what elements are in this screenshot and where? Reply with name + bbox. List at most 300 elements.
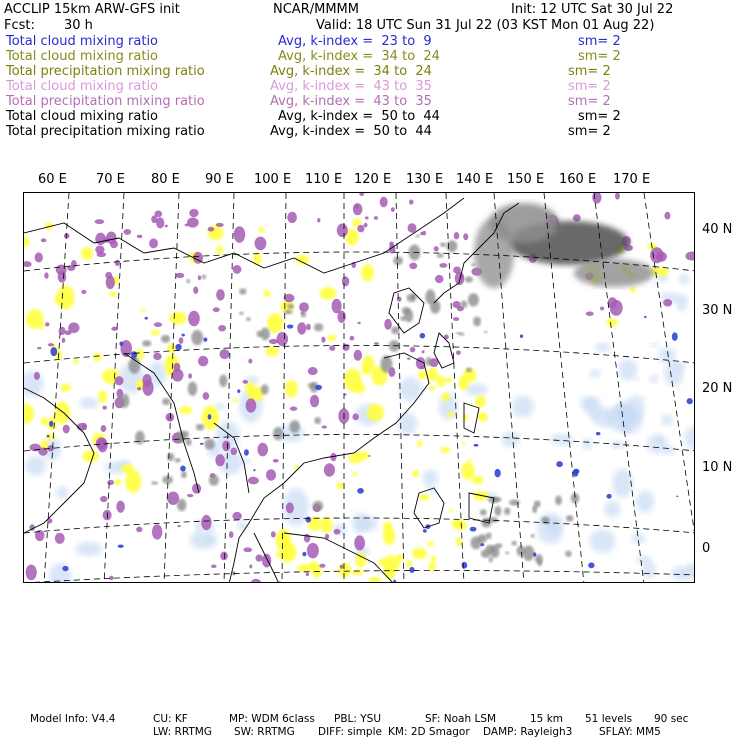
precip-purple-patch — [115, 260, 120, 266]
precip-purple-patch — [64, 330, 71, 335]
cloud-yellow-patch — [428, 562, 437, 570]
footer-sflay: SFLAY: MM5 — [599, 726, 661, 738]
precip-purple-patch — [189, 209, 198, 217]
cloud-gray-patch — [202, 275, 207, 280]
cloud-yellow-patch — [429, 385, 435, 390]
precip-purple-patch — [310, 395, 319, 408]
cloud-yellow-patch — [461, 442, 466, 445]
cloud-yellow-patch — [461, 462, 474, 480]
cloud-blue-patch — [357, 488, 364, 494]
cloud-yellow-patch — [630, 287, 636, 293]
precip-purple-patch — [290, 407, 297, 411]
longitude-label: 60 E — [38, 172, 67, 187]
cloud-gray-patch — [196, 424, 204, 431]
precip-purple-patch — [154, 210, 162, 217]
cloud-light-patch — [637, 556, 652, 565]
cloud-yellow-patch — [427, 541, 434, 546]
cloud-light-patch — [650, 342, 659, 347]
cloud-gray-patch — [530, 534, 534, 538]
cloud-gray-patch — [489, 557, 493, 563]
precip-purple-patch — [306, 324, 311, 331]
cloud-gray-patch — [287, 304, 294, 309]
precip-purple-patch — [592, 193, 601, 204]
precip-purple-patch — [276, 581, 283, 583]
cloud-yellow-patch — [384, 565, 395, 579]
precip-purple-patch — [81, 290, 86, 294]
precip-purple-patch — [439, 263, 447, 268]
precip-purple-patch — [229, 531, 234, 538]
cloud-gray-patch — [261, 384, 269, 394]
cloud-yellow-patch — [475, 396, 486, 408]
cloud-yellow-patch — [294, 465, 299, 470]
cloud-gray-patch — [312, 501, 323, 511]
cloud-yellow-patch — [437, 376, 446, 387]
precip-purple-patch — [456, 350, 461, 355]
cloud-gray-patch — [260, 327, 269, 340]
precip-purple-patch — [37, 347, 41, 350]
latitude-label: 30 N — [702, 303, 733, 318]
precip-purple-patch — [48, 343, 54, 346]
cloud-blue-patch — [302, 552, 306, 556]
cloud-blue-patch — [588, 562, 594, 568]
precip-purple-patch — [106, 275, 115, 289]
cloud-gray-patch — [509, 499, 520, 505]
precip-purple-patch — [62, 338, 66, 343]
cloud-blue-patch — [420, 333, 425, 339]
precip-purple-patch — [454, 232, 460, 239]
cloud-gray-patch — [473, 316, 481, 326]
cloud-gray-patch — [400, 316, 406, 321]
precip-purple-patch — [615, 193, 620, 200]
cloud-dark-band — [474, 218, 514, 288]
cloud-gray-patch — [465, 276, 473, 282]
precip-purple-patch — [136, 527, 142, 533]
precip-purple-patch — [149, 238, 158, 248]
precip-purple-patch — [55, 533, 65, 544]
footer-resolution: 15 km — [530, 713, 564, 725]
precip-purple-patch — [176, 273, 184, 278]
cloud-blue-patch — [287, 325, 294, 329]
precip-purple-patch — [95, 219, 105, 224]
precip-purple-patch — [26, 564, 37, 580]
cloud-gray-patch — [188, 382, 198, 396]
cloud-blue-patch — [244, 449, 249, 455]
precip-purple-patch — [243, 380, 249, 384]
cloud-yellow-patch — [419, 494, 429, 500]
cloud-light-patch — [626, 395, 645, 423]
cloud-gray-patch — [273, 427, 283, 440]
cloud-light-patch — [611, 441, 625, 449]
precip-purple-patch — [198, 275, 201, 280]
precip-purple-patch — [198, 356, 208, 367]
cloud-yellow-patch — [338, 563, 351, 578]
precip-purple-patch — [193, 287, 198, 294]
footer-timestep: 90 sec — [654, 713, 689, 725]
cloud-yellow-patch — [471, 475, 483, 484]
cloud-gray-patch — [534, 501, 541, 508]
footer-diff: DIFF: simple — [318, 726, 382, 738]
precip-purple-patch — [273, 459, 279, 463]
precip-purple-patch — [156, 217, 164, 228]
cloud-gray-patch — [486, 533, 492, 539]
cloud-gray-patch — [209, 475, 219, 486]
cloud-yellow-patch — [451, 520, 465, 528]
cloud-yellow-patch — [125, 470, 141, 493]
cloud-yellow-patch — [82, 450, 98, 462]
cloud-light-patch — [512, 396, 534, 418]
cloud-yellow-patch — [440, 447, 450, 453]
precip-purple-patch — [656, 252, 667, 262]
cloud-light-patch — [663, 445, 675, 455]
cloud-gray-patch — [461, 301, 468, 309]
precip-purple-patch — [234, 226, 246, 243]
precip-purple-patch — [269, 339, 278, 344]
precip-purple-patch — [246, 398, 257, 412]
cloud-yellow-patch — [233, 398, 238, 402]
cloud-yellow-patch — [362, 355, 375, 373]
precip-purple-patch — [354, 535, 365, 550]
cloud-light-patch — [675, 294, 688, 309]
cloud-blue-patch — [495, 469, 501, 477]
cloud-light-patch — [57, 486, 68, 499]
cloud-light-patch — [590, 369, 601, 378]
cloud-blue-patch — [533, 552, 536, 556]
cloud-gray-patch — [119, 394, 129, 408]
precip-purple-patch — [365, 216, 369, 219]
precip-purple-patch — [107, 480, 114, 485]
cloud-blue-patch — [474, 444, 479, 447]
precip-purple-patch — [434, 246, 439, 252]
cloud-blue-patch — [200, 443, 203, 445]
cloud-gray-patch — [484, 331, 488, 333]
precip-purple-patch — [41, 238, 47, 242]
cloud-light-patch — [649, 374, 658, 382]
cloud-gray-patch — [471, 537, 482, 550]
cloud-gray-patch — [161, 335, 170, 343]
precip-purple-patch — [455, 272, 465, 285]
legend-level-range: Avg, k-index = 50 to 44 — [278, 109, 440, 124]
cloud-gray-patch — [480, 509, 487, 515]
precip-purple-patch — [177, 525, 180, 527]
cloud-yellow-patch — [336, 482, 344, 489]
legend-smoothing: sm= 2 — [568, 94, 611, 109]
footer-model-info: Model Info: V4.4 — [30, 713, 116, 725]
cloud-yellow-patch — [54, 295, 64, 304]
precip-purple-patch — [380, 197, 388, 208]
cloud-blue-patch — [480, 543, 484, 546]
precip-purple-patch — [321, 337, 325, 343]
cloud-yellow-patch — [478, 412, 488, 422]
legend-field-name: Total cloud mixing ratio — [6, 79, 159, 94]
forecast-hour: 30 h — [64, 18, 93, 33]
precip-purple-patch — [215, 454, 225, 466]
cloud-gray-patch — [239, 288, 246, 294]
precip-purple-patch — [297, 322, 306, 334]
precip-purple-patch — [364, 223, 368, 227]
cloud-yellow-patch — [361, 264, 374, 281]
precip-purple-patch — [106, 232, 117, 244]
precip-purple-patch — [63, 425, 70, 434]
precip-purple-patch — [350, 336, 355, 341]
precip-purple-patch — [407, 223, 416, 232]
precip-purple-patch — [610, 300, 623, 316]
precip-purple-patch — [357, 322, 360, 324]
precip-purple-patch — [123, 229, 131, 235]
cloud-gray-patch — [162, 398, 170, 405]
cloud-gray-patch — [289, 420, 300, 433]
cloud-gray-patch — [284, 310, 292, 315]
cloud-blue-patch — [462, 562, 468, 569]
cloud-gray-patch — [301, 310, 306, 318]
precip-purple-patch — [233, 265, 242, 274]
cloud-blue-patch — [253, 469, 255, 471]
cloud-blue-patch — [672, 332, 678, 341]
precip-purple-patch — [230, 447, 237, 455]
cloud-blue-patch — [181, 334, 184, 337]
legend-level-range: Avg, k-index = 34 to 24 — [270, 64, 432, 79]
precip-purple-patch — [410, 347, 416, 352]
cloud-gray-patch — [555, 495, 562, 505]
legend-field-name: Total precipitation mixing ratio — [6, 94, 205, 109]
precip-purple-patch — [208, 227, 215, 232]
precip-purple-patch — [218, 325, 226, 332]
precip-purple-patch — [115, 376, 124, 385]
cloud-yellow-patch — [448, 412, 455, 418]
cloud-yellow-patch — [327, 335, 336, 341]
footer-sf: SF: Noah LSM — [425, 713, 497, 725]
precip-purple-patch — [34, 372, 40, 380]
cloud-blue-patch — [423, 529, 427, 533]
precip-purple-patch — [58, 271, 67, 282]
cloud-light-patch — [590, 529, 616, 553]
legend-smoothing: sm= 2 — [578, 49, 621, 64]
precip-purple-patch — [222, 441, 230, 452]
cloud-blue-patch — [50, 347, 57, 356]
cloud-gray-patch — [440, 242, 446, 247]
legend-smoothing: sm= 2 — [578, 34, 621, 49]
cloud-light-patch — [422, 470, 438, 487]
cloud-gray-patch — [204, 439, 214, 450]
cloud-light-patch — [583, 438, 592, 450]
cloud-yellow-patch — [308, 561, 319, 571]
cloud-yellow-patch — [81, 247, 93, 261]
precip-purple-patch — [142, 374, 151, 387]
precip-purple-patch — [188, 311, 200, 327]
precip-purple-patch — [203, 392, 210, 400]
precip-purple-patch — [374, 342, 379, 345]
cloud-gray-patch — [162, 476, 173, 484]
cloud-yellow-patch — [458, 375, 469, 390]
precip-purple-patch — [137, 235, 143, 238]
plot-title: ACCLIP 15km ARW-GFS init — [4, 2, 180, 17]
precip-purple-patch — [172, 369, 184, 382]
cloud-blue-patch — [119, 342, 123, 347]
cloud-light-patch — [604, 501, 620, 518]
precip-purple-patch — [153, 353, 161, 360]
cloud-blue-patch — [573, 469, 578, 477]
cloud-gray-patch — [426, 357, 433, 366]
cloud-yellow-patch — [445, 377, 453, 382]
cloud-yellow-patch — [369, 577, 381, 583]
precip-purple-patch — [35, 252, 43, 262]
latitude-label: 10 N — [702, 460, 733, 475]
legend-level-range: Avg, k-index = 43 to 35 — [270, 79, 432, 94]
cloud-light-patch — [679, 274, 690, 285]
cloud-light-patch — [205, 536, 214, 544]
cloud-blue-patch — [237, 389, 240, 393]
cloud-yellow-patch — [353, 471, 357, 476]
precip-purple-patch — [188, 373, 192, 379]
cloud-light-patch — [661, 414, 673, 425]
precip-purple-patch — [422, 231, 426, 236]
precip-purple-patch — [340, 565, 344, 569]
precip-purple-patch — [101, 425, 107, 432]
cloud-yellow-patch — [456, 537, 462, 546]
precip-purple-patch — [342, 276, 349, 286]
cloud-yellow-patch — [54, 402, 70, 424]
cloud-blue-patch — [556, 461, 563, 467]
longitude-label: 120 E — [354, 172, 392, 187]
footer-lw: LW: RRTMG — [153, 726, 212, 738]
footer-damp: DAMP: Rayleigh3 — [483, 726, 573, 738]
cloud-yellow-patch — [140, 308, 145, 312]
precip-purple-patch — [304, 534, 310, 543]
cloud-yellow-patch — [383, 522, 393, 532]
latitude-label: 40 N — [702, 222, 733, 237]
cloud-yellow-patch — [39, 322, 44, 329]
footer-sw: SW: RRTMG — [234, 726, 295, 738]
cloud-blue-patch — [644, 316, 646, 319]
map-panel — [23, 192, 695, 583]
cloud-light-patch — [580, 396, 596, 411]
precip-purple-patch — [98, 438, 108, 452]
cloud-yellow-patch — [114, 479, 121, 485]
latitude-label: 20 N — [702, 381, 733, 396]
cloud-blue-patch — [596, 432, 601, 436]
cloud-yellow-patch — [216, 245, 223, 255]
precip-purple-patch — [343, 344, 350, 351]
precip-purple-patch — [329, 345, 335, 350]
precip-purple-patch — [251, 579, 262, 583]
precip-purple-patch — [354, 350, 362, 361]
precip-purple-patch — [306, 572, 309, 576]
cloud-light-patch — [80, 397, 99, 408]
precip-purple-patch — [109, 576, 114, 580]
precip-purple-patch — [319, 564, 325, 568]
longitude-label: 110 E — [305, 172, 343, 187]
footer-km: KM: 2D Smagor — [388, 726, 470, 738]
precip-purple-patch — [435, 275, 444, 283]
cloud-yellow-patch — [121, 464, 134, 473]
precip-purple-patch — [243, 547, 252, 552]
cloud-blue-patch — [315, 385, 322, 390]
precip-purple-patch — [286, 502, 294, 513]
longitude-label: 140 E — [456, 172, 494, 187]
precip-purple-patch — [211, 564, 217, 568]
cloud-gray-patch — [151, 481, 158, 485]
legend-smoothing: sm= 2 — [568, 79, 611, 94]
precip-purple-patch — [600, 307, 604, 311]
precip-purple-patch — [100, 496, 108, 502]
cloud-blue-patch — [687, 398, 693, 404]
cloud-gray-patch — [437, 253, 444, 258]
cloud-light-patch — [595, 343, 611, 352]
cloud-blue-patch — [47, 435, 50, 438]
precip-purple-patch — [257, 443, 268, 457]
precip-purple-patch — [44, 272, 48, 278]
cloud-yellow-patch — [265, 346, 278, 356]
cloud-blue-patch — [393, 580, 396, 583]
init-time: Init: 12 UTC Sat 30 Jul 22 — [511, 2, 674, 17]
cloud-light-patch — [502, 432, 520, 447]
cloud-yellow-patch — [367, 404, 384, 421]
precip-purple-patch — [220, 552, 228, 561]
precip-purple-patch — [179, 337, 184, 344]
cloud-gray-patch — [416, 234, 420, 237]
valid-time: Valid: 18 UTC Sun 31 Jul 22 (03 KST Mon 01 Aug 22) — [316, 18, 655, 33]
cloud-gray-patch — [512, 541, 517, 546]
legend-level-range: Avg, k-index = 43 to 35 — [270, 94, 432, 109]
cloud-gray-patch — [495, 543, 503, 548]
precip-purple-patch — [663, 299, 672, 307]
cloud-light-patch — [656, 437, 663, 443]
cloud-gray-patch — [142, 340, 152, 346]
cloud-blue-patch — [676, 496, 678, 497]
cloud-yellow-patch — [276, 529, 291, 551]
precip-purple-patch — [407, 358, 410, 360]
precip-purple-patch — [137, 387, 141, 390]
cloud-yellow-patch — [462, 414, 468, 421]
latitude-label: 0 — [702, 541, 711, 556]
precip-purple-patch — [453, 317, 459, 321]
cloud-blue-patch — [520, 334, 523, 338]
cloud-gray-patch — [471, 263, 475, 266]
precip-purple-patch — [255, 554, 262, 561]
cloud-blue-patch — [203, 337, 207, 341]
cloud-gray-patch — [402, 307, 411, 314]
cloud-gray-patch — [456, 332, 460, 335]
cloud-blue-patch — [409, 567, 414, 573]
precip-purple-patch — [317, 218, 320, 223]
cloud-yellow-patch — [468, 459, 473, 462]
cloud-light-patch — [49, 563, 71, 583]
cloud-light-patch — [642, 562, 656, 578]
cloud-yellow-patch — [109, 291, 117, 296]
cloud-blue-patch — [175, 344, 181, 351]
cloud-gray-patch — [181, 471, 187, 478]
precip-purple-patch — [248, 477, 259, 485]
footer-pbl: PBL: YSU — [334, 713, 382, 725]
cloud-yellow-patch — [180, 406, 192, 414]
legend-field-name: Total cloud mixing ratio — [6, 109, 159, 124]
cloud-yellow-patch — [319, 287, 336, 299]
precip-purple-patch — [359, 193, 364, 196]
precip-purple-patch — [45, 322, 49, 326]
cloud-blue-patch — [131, 351, 137, 358]
precip-purple-patch — [248, 359, 252, 364]
longitude-label: 160 E — [559, 172, 597, 187]
precip-purple-patch — [216, 289, 225, 300]
cloud-gray-patch — [167, 453, 174, 461]
cloud-blue-patch — [368, 455, 370, 456]
cloud-blue-patch — [306, 517, 312, 523]
longitude-label: 80 E — [151, 172, 180, 187]
precip-purple-patch — [165, 225, 168, 228]
precip-purple-patch — [24, 261, 32, 267]
cloud-gray-patch — [481, 549, 491, 557]
longitude-label: 70 E — [96, 172, 125, 187]
legend-smoothing: sm= 2 — [568, 124, 611, 139]
